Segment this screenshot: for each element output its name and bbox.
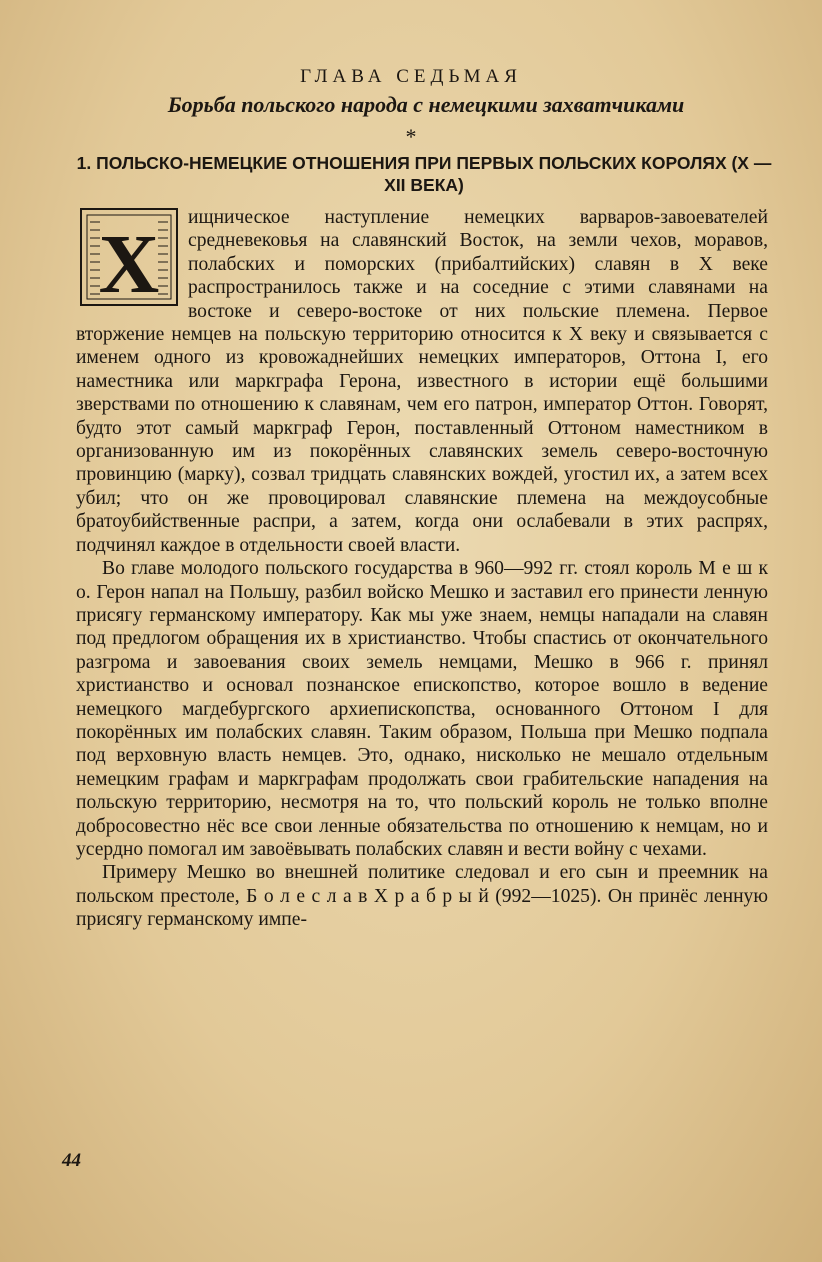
drop-cap [80, 208, 178, 306]
chapter-subtitle: Борьба польского народа с немецкими захватчиками [167, 92, 685, 117]
page-number: 44 [62, 1150, 81, 1171]
chapter-title: ГЛАВА СЕДЬМАЯ [300, 66, 522, 87]
ornament-asterisk: * [405, 124, 417, 149]
paragraph-1: ищническое наступление немецких варваров-завоевателей средневековья на славянский Восток, на земли чехов, моравов, полабских и поморских (прибалтийских) славян в X веке распространилось также и на соседние с этими славянами на востоке и северо-востоке от них польские племена. Первое вторжение немцев на польскую территорию относится к X веку и связывается с именем одного из кровожаднейших немецких императоров, Оттона I, его наместника или маркграфа Герона, известного в истории ещё большими зверствами по отношению к славянам, чем его патрон, император Оттон. Говорят, будто этот самый маркграф Герон, поставленный Оттоном наместником в организованную им из покорённых славянских земель северо-восточную провинцию (марку), созвал тридцать славянских вождей, угостил их, а затем всех убил; что он же провоцировал славянские племена на междоусобные братоубийственные распри, а затем, когда они ослабевали в этих распрях, подчинял каждое в отдельности своей власти. [76, 207, 768, 556]
drop-cap-letter: Х [98, 218, 160, 306]
section-heading: 1. ПОЛЬСКО-НЕМЕЦКИЕ ОТНОШЕНИЯ ПРИ ПЕРВЫХ ПОЛЬСКИХ КОРОЛЯХ (X — XII ВЕКА) [76, 153, 772, 195]
body-text [76, 206, 768, 932]
paragraph-2: Во главе молодого польского государства в 960—992 гг. стоял король М е ш к о. Герон напал на Польшу, разбил войско Мешко и заставил его принести ленную присягу германскому императору. Как мы уже знаем, немцы нападали на славян под предлогом обращения их в христианство. Чтобы спастись от окончательного разгрома и завоевания своих земель немцами, Мешко в 966 г. принял христианство и основал познанское епископство, которое вошло в ведение немецкого магдебургского архиепископства, основанного Оттоном I для покорённых им полабских славян. Таким образом, Польша при Мешко подпала под верховную власть немцев. Это, однако, нисколько не мешало отдельным немецким графам и маркграфам продолжать свои грабительские нападения на польскую территорию, несмотря на то, что польский король не только вполне добросовестно нёс все свои ленные обязательства по отношению к немцам, но и усердно помогал им завоёвывать полабских славян и вести войну с чехами. [76, 558, 768, 860]
paragraph-3: Примеру Мешко во внешней политике следовал и его сын и преемник на польском престоле, Б о л е с л а в Х р а б р ы й (992—1025). Он принёс ленную присягу германскому импе- [76, 862, 768, 931]
